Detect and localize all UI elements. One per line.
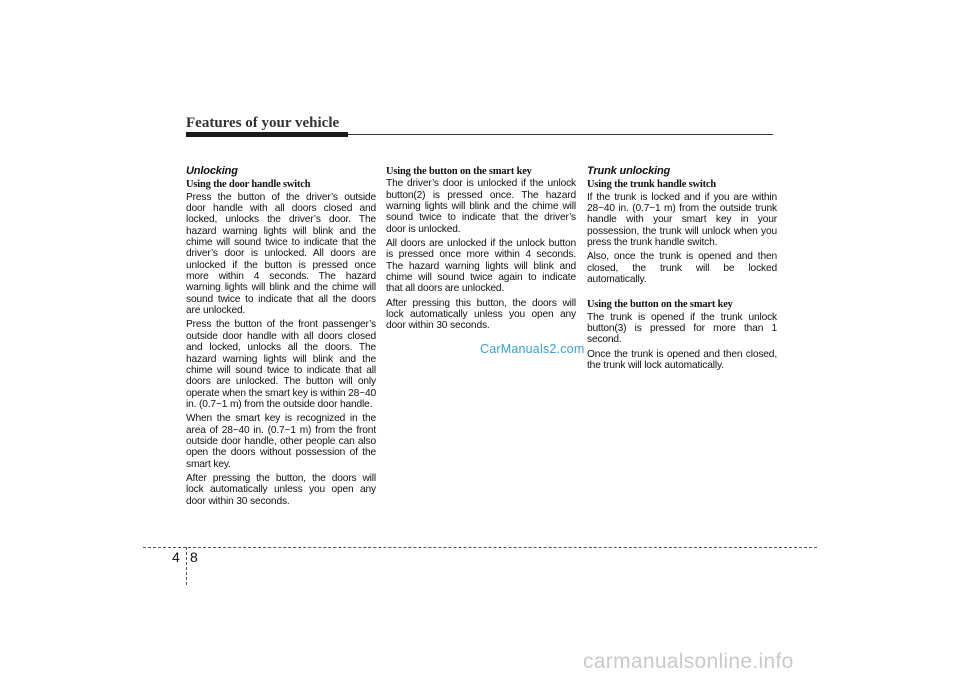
paragraph: Once the trunk is opened and then closed, the trunk will lock automatically. (587, 348, 777, 372)
paragraph: After pressing this button, the doors will lock automatically unless you open any door within 30 seconds. (386, 297, 576, 332)
footer-site-watermark[interactable]: carmanualsonline.info (583, 650, 794, 673)
chapter-number: 4 (172, 549, 180, 565)
section-title-unlocking: Unlocking (186, 165, 238, 177)
paragraph: After pressing the button, the doors will lock automatically unless you open any door within 30 seconds. (186, 472, 376, 507)
watermark-link[interactable]: CarManuals2.com (480, 342, 585, 356)
spacer (587, 288, 777, 299)
subheading-smart-key-button: Using the button on the smart key (587, 299, 733, 311)
header-rule-thin (348, 134, 773, 135)
section-title-trunk-unlocking: Trunk unlocking (587, 165, 671, 177)
footer-dashed-divider (186, 547, 187, 585)
text-column-2 (386, 166, 576, 335)
header-rule-thick (186, 132, 348, 137)
subheading-door-handle-switch: Using the door handle switch (186, 179, 311, 191)
paragraph: Press the button of the driver’s outside door handle with all doors closed and locked, unlocks the driver’s door. The hazard warning lights will blink and the chime will sound twice to indicate that the driver’s door is unlocked. All doors are unlocked if the button is pressed once more within 4 seconds. The hazard warning lights will blink and the chime will sound twice to indicate that all the doors are unlocked. (186, 191, 376, 317)
page-number: 8 (190, 549, 198, 565)
footer-dashed-rule (143, 547, 817, 548)
subheading-trunk-handle-switch: Using the trunk handle switch (587, 179, 717, 191)
page-header-title: Features of your vehicle (186, 115, 340, 131)
paragraph: When the smart key is recognized in the area of 28~40 in. (0.7~1 m) from the front outside door handle, other people can also open the doors without possession of the smart key. (186, 413, 376, 470)
paragraph: Also, once the trunk is opened and then closed, the trunk will be locked automatically. (587, 251, 777, 286)
paragraph: If the trunk is locked and if you are within 28~40 in. (0.7~1 m) from the outside trunk handle with your smart key in your possession, the trunk will unlock when you press the trunk handle switch. (587, 191, 777, 249)
paragraph: The trunk is opened if the trunk unlock button(3) is pressed for more than 1 second. (587, 311, 777, 346)
subheading-smart-key-button: Using the button on the smart key (386, 166, 532, 177)
paragraph: The driver’s door is unlocked if the unlock button(2) is pressed once. The hazard warning lights will blink and the chime will sound twice to indicate that the driver’s door is unlocked. (386, 178, 576, 235)
text-column-1 (186, 166, 376, 510)
text-column-3 (587, 166, 777, 375)
paragraph: All doors are unlocked if the unlock button is pressed once more within 4 seconds. The hazard warning lights will blink and chime will sound twice again to indicate that all doors are unlocked. (386, 238, 576, 295)
paragraph: Press the button of the front passenger’s outside door handle with all doors closed and locked, unlocks all the doors. The hazard warning lights will blink and the chime will sound twice to indicate that all doors are unlocked. The button will only operate when the smart key is within 28~40 in. (0.7~1 m) from the outside door handle. (186, 319, 376, 410)
